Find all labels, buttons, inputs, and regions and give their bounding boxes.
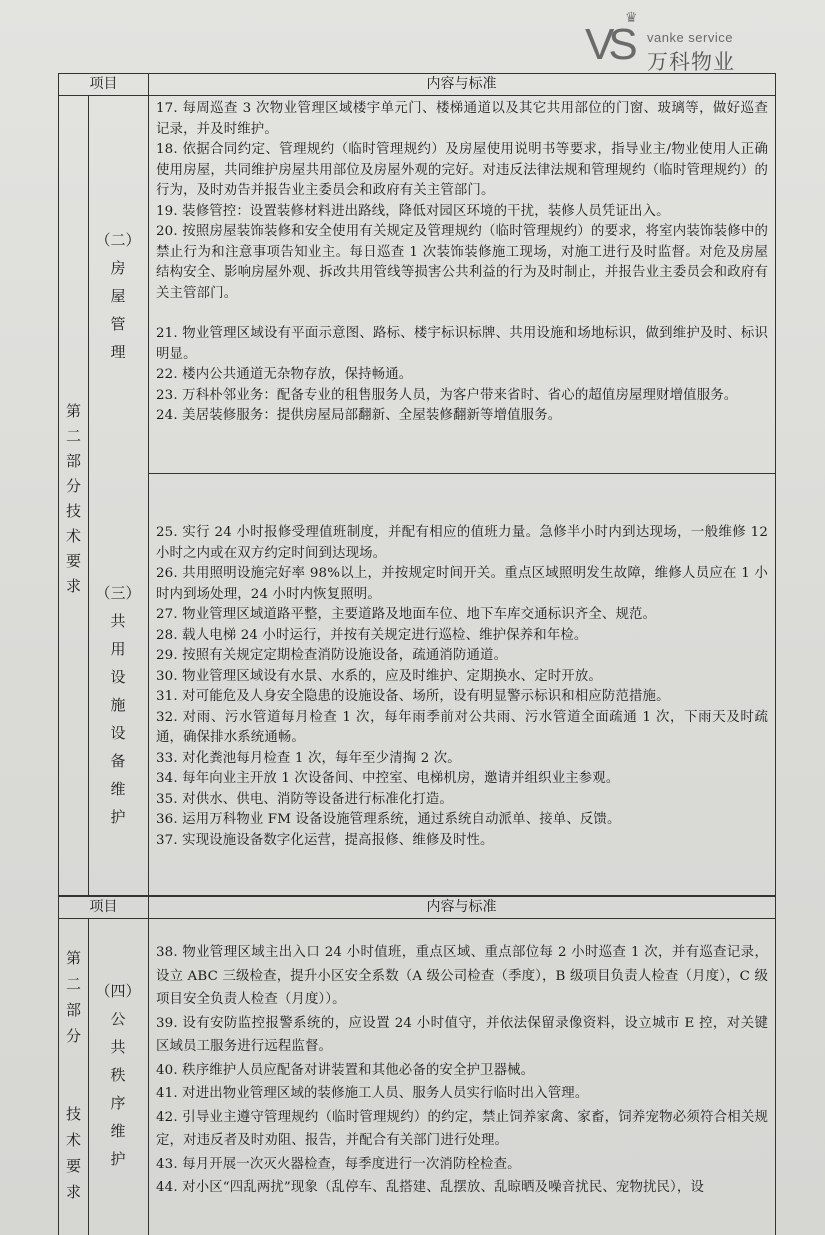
list-item: 18. 依据合同约定、管理规约（临时管理规约）及房屋使用说明书等要求，指导业主/物业使用人正确使用房屋，共同维护房屋共用部位及房屋外观的完好。对违反法律法规和管理规约（临时管理规约）的行为，及时劝告并报告业主委员会和政府有关主管部门。 — [156, 142, 768, 198]
list-item: 30. 物业管理区域设有水景、水系的，应及时维护、定期换水、定时开放。 — [156, 668, 602, 684]
section-label-facilities: （三） 共 用 设 施 设 备 维 护 — [95, 584, 141, 826]
list-item: 34. 每年向业主开放 1 次设备间、中控室、电梯机房，邀请并组织业主参观。 — [156, 771, 620, 786]
list-item: 27. 物业管理区域道路平整，主要道路及地面车位、地下车库交通标识齐全、规范。 — [156, 607, 657, 622]
standards-table-1 — [58, 73, 776, 896]
header-item: 项目 — [59, 897, 149, 918]
section-label-housing: （二） 房 屋 管 理 — [95, 231, 141, 361]
table-header — [59, 74, 775, 96]
logo-english-text: vanke service — [647, 30, 733, 45]
list-item: 32. 对雨、污水管道每月检查 1 次，每年雨季前对公共雨、污水管道全面疏通 1 次，下雨天及时疏通，确保排水系统通畅。 — [156, 709, 768, 745]
list-item: 42. 引导业主遵守管理规约（临时管理规约）的约定，禁止饲养家禽、家畜，饲养宠物必须符合相关规定，对违反者及时劝阻、报告，并配合有关部门进行处理。 — [156, 1109, 768, 1148]
list-item: 25. 实行 24 小时报修受理值班制度，并配有相应的值班力量。急修半小时内到达现场，一般维修 12 小时之内或在双方约定时间到达现场。 — [156, 525, 768, 561]
facilities-content — [156, 523, 768, 851]
housing-content — [156, 99, 768, 427]
crown-icon: ♛ — [625, 10, 638, 26]
list-item: 44. 对小区“四乱两扰”现象（乱停车、乱搭建、乱摆放、乱晾晒及噪音扰民、宠物扰民），设 — [156, 1180, 704, 1195]
list-item: 41. 对进出物业管理区域的装修施工人员、服务人员实行临时出入管理。 — [156, 1086, 589, 1101]
section-label-order: （四） 公 共 秩 序 维 护 — [95, 982, 141, 1168]
list-item: 28. 载人电梯 24 小时运行，并按有关规定进行巡检、维护保养和年检。 — [156, 627, 588, 643]
header-content: 内容与标准 — [426, 76, 497, 92]
list-item: 17. 每周巡查 3 次物业管理区域楼宇单元门、楼梯通道以及其它共用部位的门窗、玻璃等，做好巡查记录，并及时维护。 — [156, 101, 768, 137]
list-item: 22. 楼内公共通道无杂物存放，保持畅通。 — [156, 367, 413, 382]
list-item: 29. 按照有关规定定期检查消防设施设备，疏通消防通道。 — [156, 648, 508, 663]
list-item: 31. 对可能危及人身安全隐患的设施设备、场所，设有明显警示标识和相应防范措施。 — [156, 689, 670, 704]
order-content — [156, 941, 768, 1200]
column-divider-2 — [148, 918, 149, 1235]
part-label: 第 二 部 分 技 术 要 求 — [65, 402, 81, 595]
logo-mark: VS — [585, 20, 632, 69]
list-item: 19. 装修管控：设置装修材料进出路线，降低对园区环境的干扰，装修人员凭证出入。 — [156, 203, 670, 219]
list-item: 21. 物业管理区域设有平面示意图、路标、楼宇标识标牌、共用设施和场地标识，做到维护及时、标识明显。 — [156, 326, 768, 362]
section-divider — [148, 473, 775, 474]
list-item: 23. 万科朴邻业务：配备专业的租售服务人员，为客户带来省时、省心的超值房屋理财增值服务。 — [156, 387, 738, 403]
table-header — [59, 897, 775, 919]
list-item: 40. 秩序维护人员应配备对讲装置和其他必备的安全护卫器械。 — [156, 1062, 535, 1078]
list-item: 43. 每月开展一次灭火器检查，每季度进行一次消防栓检查。 — [156, 1156, 521, 1172]
standards-table-2 — [58, 896, 776, 1235]
vanke-service-logo — [585, 10, 785, 72]
list-item: 38. 物业管理区域主出入口 24 小时值班，重点区域、重点部位每 2 小时巡查 1 次，并有巡查记录，设立 ABC 三级检查，提升小区安全系数（A 级公司检查（季度），B 级项目负责人检查（月度），C 级项目安全负责人检查（月度））。 — [156, 945, 768, 1007]
list-item: 36. 运用万科物业 FM 设备设施管理系统，通过系统自动派单、接单、反馈。 — [156, 812, 621, 827]
list-item: 20. 按照房屋装饰装修和安全使用有关规定及管理规约（临时管理规约）的要求，将室内装饰装修中的禁止行为和注意事项告知业主。每日巡查 1 次装饰装修施工现场，对施工进行及时监督。对危及房屋结构安全、影响房屋外观、拆改共用管线等损害公共利益的行为及时制止，并报告业主委员会和政府有关主管部门。 — [156, 224, 768, 301]
header-content: 内容与标准 — [426, 899, 497, 915]
list-item: 24. 美居装修服务：提供房屋局部翻新、全屋装修翻新等增值服务。 — [156, 408, 562, 423]
list-item: 26. 共用照明设施完好率 98%以上，并按规定时间开关。重点区域照明发生故障，维修人员应在 1 小时内到场处理，24 小时内恢复照明。 — [156, 566, 768, 602]
list-item: 35. 对供水、供电、消防等设备进行标准化打造。 — [156, 791, 453, 807]
part-label: 第 二 部 分 技 术 要 求 — [65, 949, 81, 1201]
list-item: 37. 实现设施设备数字化运营，提高报修、维修及时性。 — [156, 832, 494, 848]
list-item: 33. 对化粪池每月检查 1 次，每年至少清掏 2 次。 — [156, 750, 461, 766]
list-item: 39. 设有安防监控报警系统的，应设置 24 小时值守，并依法保留录像资料，设立城市 E 控，对关键区域员工服务进行远程监督。 — [156, 1015, 768, 1054]
column-divider-2 — [148, 95, 149, 895]
logo-chinese-text: 万科物业 — [647, 50, 735, 74]
header-item: 项目 — [59, 74, 149, 95]
